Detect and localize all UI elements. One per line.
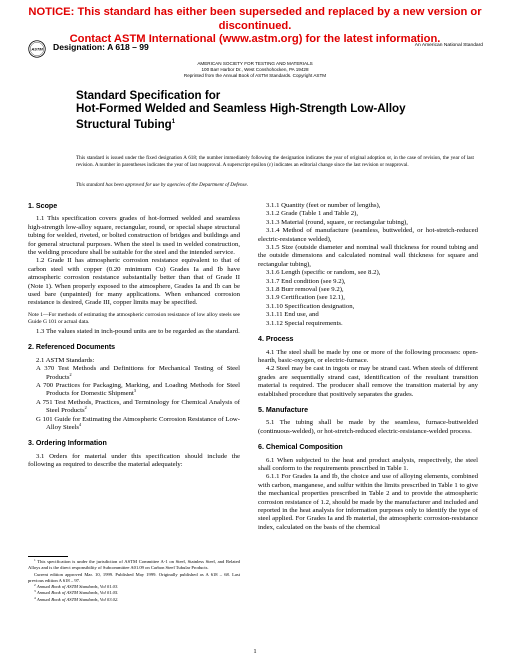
reference-a370: A 370 Test Methods and Definitions for Mechanical Testing of Steel Products$^2$ bbox=[36, 365, 240, 381]
ordering-item: 3.1.7 End condition (see 9.2), bbox=[266, 277, 346, 285]
supersede-notice bbox=[0, 6, 510, 47]
section-4-heading: 4. Process bbox=[258, 335, 294, 344]
footnote-3: $^3$ Annual Book of ASTM Standards, Vol 01.05. bbox=[34, 589, 119, 596]
page-number: 1 bbox=[253, 648, 257, 655]
paragraph-3-1: 3.1 Orders for material under this specification should include the following as required to describe the material adequately: bbox=[28, 452, 240, 469]
footnote-divider bbox=[28, 556, 68, 557]
paragraph-6-1-1: 6.1.1 For Grades Ia and Ib, the choice and use of alloying elements, combined with carbon, manganese, and sulfur within the limits prescribed in Table 1 to give the mechanical properties prescribed in Table 2 and to provide the atmospheric corrosion resistance of 1.2, should be made by the manufacturer and included and reported in the heat analysis for information purposes only to identify the type of steel applied. For Grades Ia and Ib material, the atmospheric corrosion-resistance index, calculated on the basis of the chemical bbox=[258, 473, 478, 531]
paragraph-6-1: 6.1 When subjected to the heat and product analysis, respectively, the steel shall conform to the requirements prescribed in Table 1. bbox=[258, 456, 478, 472]
footnotes bbox=[28, 559, 240, 603]
footnote-1: $^1$ This specification is under the jurisdiction of ASTM Committee A-1 on Steel, Stainless Steel, and Related Alloys and is the direct responsibility of Subcommittee A01.09 on Carbon Steel Tubular Products. bbox=[28, 558, 240, 571]
title-line-1: Standard Specification for bbox=[76, 89, 221, 102]
ordering-item: 3.1.4 Method of manufacture (seamless, buttwelded, or hot-stretch-reduced electric-resistance welded), bbox=[258, 227, 478, 243]
notice-line-1: NOTICE: This standard has either been superseded and replaced by a new version or discontinued. bbox=[28, 6, 482, 32]
society-block bbox=[0, 61, 510, 78]
left-column bbox=[28, 202, 240, 470]
title-line-3: Structural Tubing bbox=[76, 117, 172, 131]
ordering-item: 3.1.10 Specification designation, bbox=[266, 302, 355, 310]
title-footnote-mark: 1 bbox=[171, 118, 176, 125]
footnote-4: $^4$ Annual Book of ASTM Standards, Vol 03.02. bbox=[34, 595, 119, 602]
paragraph-4-2: 4.2 Steel may be cast in ingots or may be strand cast. When steels of different grades are sequentially strand cast, identification of the resultant transition material is required. The producer shall remove the transition material by any established procedure that positively separates the grades. bbox=[258, 365, 478, 398]
section-1-heading: 1. Scope bbox=[28, 202, 58, 210]
ordering-item: 3.1.5 Size (outside diameter and nominal wall thickness for round tubing and the outside dimensions and calculated nominal wall thickness for square and rectangular tubing), bbox=[258, 244, 478, 268]
ordering-item: 3.1.6 Length (specific or random, see 8.2), bbox=[266, 269, 381, 277]
astm-logo-icon bbox=[28, 40, 46, 58]
reference-a700: A 700 Practices for Packaging, Marking, and Loading Methods for Steel Products for Domestic Shipment$^3$ bbox=[36, 381, 240, 398]
paragraph-4-1: 4.1 The steel shall be made by one or more of the following processes: open-hearth, basic-oxygen, or electric-furnace. bbox=[258, 348, 478, 364]
footnote-2: $^2$ Annual Book of ASTM Standards, Vol 01.03. bbox=[34, 583, 119, 590]
document-title bbox=[76, 89, 476, 131]
society-name: AMERICAN SOCIETY FOR TESTING AND MATERIALS bbox=[197, 61, 313, 66]
title-line-2: Hot-Formed Welded and Seamless High-Strength Low-Alloy bbox=[76, 102, 406, 116]
society-reprint: Reprinted from the Annual Book of ASTM Standards. Copyright ASTM bbox=[183, 72, 327, 78]
ordering-item: 3.1.8 Burr removal (see 9.2), bbox=[266, 286, 344, 294]
section-5-heading: 5. Manufacture bbox=[258, 405, 309, 414]
section-3-heading: 3. Ordering Information bbox=[28, 439, 107, 448]
paragraph-1-2: 1.2 Grade II has atmospheric corrosion resistance equivalent to that of carbon steel with copper (0.20 minimum Cu) Grades Ia and Ib have atmospheric corrosion resistance substantially better than that of Grade II (Note 1). When properly exposed to the atmosphere, Grades Ia and Ib can be used bare (unpainted) for many applications. When enhanced corrosion resistance is desired, Grade III, copper limits may be specified. bbox=[28, 257, 240, 307]
designation: Designation: A 618 – 99 bbox=[53, 42, 149, 52]
national-standard-label: An American National Standard bbox=[414, 43, 483, 48]
ordering-item: 3.1.3 Material (round, square, or rectangular tubing), bbox=[266, 218, 408, 226]
right-column bbox=[258, 202, 478, 532]
ordering-item: 3.1.2 Grade (Table 1 and Table 2), bbox=[266, 210, 359, 218]
section-2-heading: 2. Referenced Documents bbox=[28, 343, 116, 352]
ordering-item: 3.1.1 Quantity (feet or number of lengths), bbox=[266, 202, 381, 209]
logo-text: ASTM bbox=[31, 46, 43, 52]
footnote-1-cont: Current edition approved Mar. 10, 1999. Published May 1999. Originally published as A 618 – 68. Last previous edition A 618 – 97. bbox=[28, 571, 240, 583]
ordering-item: 3.1.12 Special requirements. bbox=[266, 319, 343, 327]
paragraph-1-3: 1.3 The values stated in inch-pound units are to be regarded as the standard. bbox=[36, 327, 240, 335]
reference-g101: G 101 Guide for Estimating the Atmospheric Corrosion Resistance of Low-Alloy Steels$^4$ bbox=[36, 415, 240, 431]
ordering-item: 3.1.9 Certification (see 12.1), bbox=[266, 294, 345, 302]
issuance-note: This standard is issued under the fixed designation A 618; the number immediately following the designation indicates the year of original adoption or, in the case of revision, the year of last revision. A number in parentheses indicates the year of last reapproval. A superscript epsilon (ε) indicates an editorial change since the last revision or reapproval. bbox=[76, 155, 474, 169]
notice-line-2: Contact ASTM International (www.astm.org) for the latest information. bbox=[69, 33, 441, 45]
dod-approval-note: This standard has been approved for use by agencies of the Department of Defense. bbox=[76, 182, 249, 188]
paragraph-5-1: 5.1 The tubing shall be made by the seamless, furnace-buttwelded (continuous-welded), or hot-stretch-reduced electric-resistance-welded process. bbox=[258, 419, 478, 435]
society-address: 100 Barr Harbor Dr., West Conshohocken, PA 19428 bbox=[201, 66, 309, 72]
ordering-item: 3.1.11 End use, and bbox=[266, 311, 319, 319]
paragraph-2-1: 2.1 ASTM Standards: bbox=[36, 356, 95, 364]
reference-a751: A 751 Test Methods, Practices, and Terminology for Chemical Analysis of Steel Products$^2$ bbox=[36, 398, 240, 415]
section-6-heading: 6. Chemical Composition bbox=[258, 443, 343, 452]
note-1: Note 1—For methods of estimating the atmospheric corrosion resistance of low alloy steels see Guide G 101 or actual data. bbox=[28, 311, 240, 325]
paragraph-1-1: 1.1 This specification covers grades of hot-formed welded and seamless high-strength low-alloy square, rectangular, round, or special shape structural tubing for welded, riveted, or bolted construction of bridges and buildings and for general structural purposes. When the steel is used in welded construction, the welding procedure shall be suitable for the steel and the intended service. bbox=[28, 215, 240, 257]
